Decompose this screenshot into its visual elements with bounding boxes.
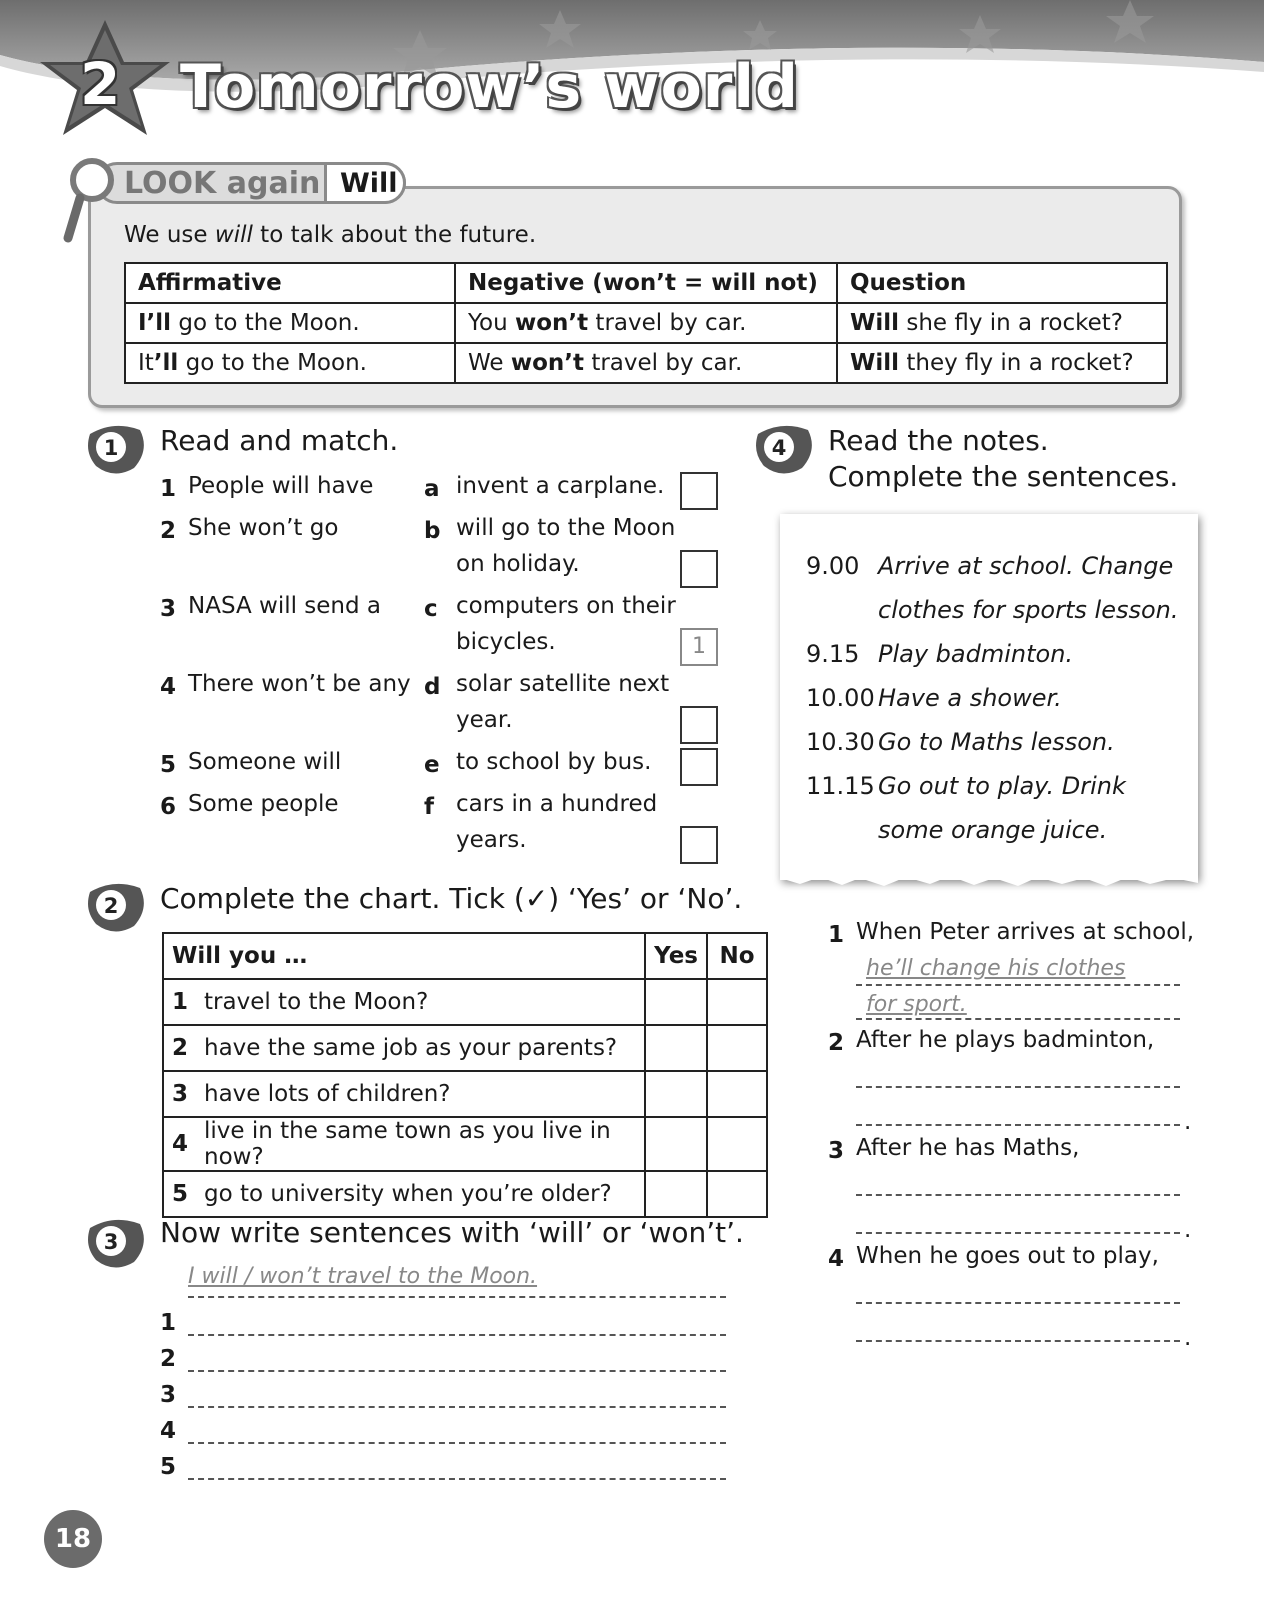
chart-row — [163, 979, 767, 1025]
look-again-topic: Will — [340, 168, 398, 199]
note-time: 10.30 — [806, 728, 875, 756]
note-time: 10.00 — [806, 684, 875, 712]
exercise-3-number: 3 — [103, 1230, 119, 1254]
match-right-letter: d — [424, 674, 441, 700]
question-number: 2 — [828, 1030, 845, 1056]
match-left-text: There won’t be any — [188, 671, 411, 697]
chart-row-number: 1 — [163, 979, 196, 1025]
exercise-3-badge — [84, 1214, 148, 1272]
question-number: 3 — [828, 1138, 845, 1164]
write-line-number: 2 — [160, 1346, 177, 1372]
chapter-number: 2 — [80, 50, 121, 118]
question-text: After he has Maths, — [856, 1135, 1080, 1161]
grammar-row — [125, 343, 1167, 383]
question-text: When Peter arrives at school, — [856, 919, 1195, 945]
chart-header-question: Will you … — [163, 933, 645, 979]
chart-header-no: No — [707, 933, 767, 979]
chart-header-row — [163, 933, 767, 979]
look-again-intro: We use will to talk about the future. — [124, 222, 537, 248]
torn-edge — [780, 872, 1198, 888]
grammar-cell: Will they fly in a rocket? — [837, 343, 1167, 383]
match-right-text: solar satellite next — [456, 671, 670, 697]
write-line[interactable] — [188, 1478, 726, 1480]
grammar-cell: We won’t travel by car. — [455, 343, 837, 383]
chart-no-cell[interactable] — [707, 1071, 767, 1117]
chart-row-number: 2 — [163, 1025, 196, 1071]
answer-line[interactable] — [856, 1340, 1180, 1342]
example-line — [188, 1296, 726, 1298]
chart-yes-cell[interactable] — [645, 1117, 707, 1171]
chapter-title: Tomorrow’s world — [180, 52, 799, 122]
match-left-text: People will have — [188, 473, 374, 499]
match-left-number: 4 — [160, 674, 177, 700]
chart-row — [163, 1025, 767, 1071]
exercise-4-title-line2: Complete the sentences. — [828, 460, 1179, 493]
note-text: Have a shower. — [878, 684, 1062, 712]
answer-line[interactable] — [856, 1124, 1180, 1126]
exercise-1-badge — [84, 420, 148, 478]
answer-line[interactable] — [856, 1086, 1180, 1088]
answer-line[interactable] — [856, 1018, 1180, 1020]
write-line-number: 3 — [160, 1382, 177, 1408]
write-line-number: 4 — [160, 1418, 177, 1444]
match-right-text: computers on their — [456, 593, 676, 619]
column-header-question: Question — [837, 263, 1167, 303]
match-right-text: invent a carplane. — [456, 473, 665, 499]
note-text: Play badminton. — [878, 640, 1074, 668]
line-end-period: . — [1184, 1217, 1192, 1243]
match-right-text: to school by bus. — [456, 749, 652, 775]
chart-header-yes: Yes — [645, 933, 707, 979]
chart-yes-cell[interactable] — [645, 1171, 707, 1217]
match-answer-box[interactable] — [680, 706, 718, 744]
exercise-4-title-line1: Read the notes. — [828, 424, 1049, 457]
match-left-text: Some people — [188, 791, 339, 817]
question-1-answer: for sport. — [866, 992, 967, 1017]
chart-row-number: 4 — [163, 1117, 196, 1171]
grammar-row — [125, 303, 1167, 343]
write-line[interactable] — [188, 1406, 726, 1408]
exercise-1-number: 1 — [103, 436, 119, 460]
match-right-text: on holiday. — [456, 551, 580, 577]
match-left-text: NASA will send a — [188, 593, 382, 619]
exercise-4-number: 4 — [771, 436, 787, 460]
question-text: When he goes out to play, — [856, 1243, 1159, 1269]
exercise-2-title: Complete the chart. Tick (✓) ‘Yes’ or ‘No’. — [160, 882, 743, 915]
chart-row-number: 5 — [163, 1171, 196, 1217]
note-time: 11.15 — [806, 772, 875, 800]
question-number: 1 — [828, 922, 845, 948]
match-left-number: 2 — [160, 518, 177, 544]
answer-line[interactable] — [856, 1302, 1180, 1304]
chart-no-cell[interactable] — [707, 1171, 767, 1217]
match-right-text: year. — [456, 707, 513, 733]
chart-row-number: 3 — [163, 1071, 196, 1117]
match-left-text: Someone will — [188, 749, 342, 775]
grammar-cell: It’ll go to the Moon. — [125, 343, 455, 383]
chart-row — [163, 1171, 767, 1217]
match-left-text: She won’t go — [188, 515, 339, 541]
grammar-cell: I’ll go to the Moon. — [125, 303, 455, 343]
magnifier-icon — [60, 158, 120, 248]
match-right-text: cars in a hundred — [456, 791, 658, 817]
chart-row-text: have the same job as your parents? — [196, 1025, 645, 1071]
note-text: Go to Maths lesson. — [878, 728, 1115, 756]
grammar-table — [124, 262, 1168, 384]
match-right-letter: b — [424, 518, 441, 544]
match-left-number: 6 — [160, 794, 177, 820]
question-1-answer: he’ll change his clothes — [866, 956, 1126, 981]
match-right-text: bicycles. — [456, 629, 556, 655]
column-header-affirmative: Affirmative — [125, 263, 455, 303]
grammar-cell: Will she fly in a rocket? — [837, 303, 1167, 343]
question-number: 4 — [828, 1246, 845, 1272]
answer-line[interactable] — [856, 1232, 1180, 1234]
match-right-letter: f — [424, 794, 435, 820]
chart-yes-cell[interactable] — [645, 979, 707, 1025]
line-end-period: . — [1184, 1109, 1192, 1135]
match-right-letter: a — [424, 476, 440, 502]
grammar-cell: You won’t travel by car. — [455, 303, 837, 343]
match-answer-box[interactable]: 1 — [680, 628, 718, 666]
match-left-number: 5 — [160, 752, 177, 778]
look-again-label: LOOK again — [124, 166, 321, 201]
match-right-letter: c — [424, 596, 438, 622]
column-header-negative: Negative (won’t = will not) — [455, 263, 837, 303]
note-text: clothes for sports lesson. — [878, 596, 1179, 624]
chart-no-cell[interactable] — [707, 1117, 767, 1171]
note-time: 9.15 — [806, 640, 860, 668]
example-answer: I will / won’t travel to the Moon. — [188, 1264, 538, 1289]
chart-row-text: go to university when you’re older? — [196, 1171, 645, 1217]
note-time: 9.00 — [806, 552, 860, 580]
line-end-period: . — [1184, 1325, 1192, 1351]
exercise-2-number: 2 — [103, 894, 119, 918]
write-line-number: 5 — [160, 1454, 177, 1480]
question-text: After he plays badminton, — [856, 1027, 1155, 1053]
match-answer-box[interactable] — [680, 472, 718, 510]
chart-row — [163, 1117, 767, 1171]
chart-yes-cell[interactable] — [645, 1025, 707, 1071]
note-text: some orange juice. — [878, 816, 1108, 844]
answer-line[interactable] — [856, 984, 1180, 986]
write-line[interactable] — [188, 1334, 726, 1336]
answer-line[interactable] — [856, 1194, 1180, 1196]
match-left-number: 1 — [160, 476, 177, 502]
match-right-text: years. — [456, 827, 527, 853]
chart-yes-cell[interactable] — [645, 1071, 707, 1117]
match-right-text: will go to the Moon — [456, 515, 676, 541]
match-left-number: 3 — [160, 596, 177, 622]
match-answer-box[interactable] — [680, 550, 718, 588]
exercise-3-title: Now write sentences with ‘will’ or ‘won’t’. — [160, 1216, 744, 1249]
note-text: Arrive at school. Change — [878, 552, 1174, 580]
write-line[interactable] — [188, 1442, 726, 1444]
will-you-chart — [162, 932, 768, 1218]
chart-row — [163, 1071, 767, 1117]
grammar-table-header — [125, 263, 1167, 303]
exercise-2-badge — [84, 878, 148, 936]
chart-row-text: travel to the Moon? — [196, 979, 645, 1025]
match-answer-box[interactable] — [680, 826, 718, 864]
chart-no-cell[interactable] — [707, 1025, 767, 1071]
exercise-1-title: Read and match. — [160, 424, 399, 457]
match-right-letter: e — [424, 752, 440, 778]
page-number: 18 — [54, 1524, 92, 1554]
write-line-number: 1 — [160, 1310, 177, 1336]
exercise-4-badge — [752, 420, 816, 478]
write-line[interactable] — [188, 1370, 726, 1372]
chart-row-text: live in the same town as you live in now? — [196, 1117, 645, 1171]
match-answer-box[interactable] — [680, 748, 718, 786]
chart-row-text: have lots of children? — [196, 1071, 645, 1117]
note-text: Go out to play. Drink — [878, 772, 1126, 800]
chart-no-cell[interactable] — [707, 979, 767, 1025]
